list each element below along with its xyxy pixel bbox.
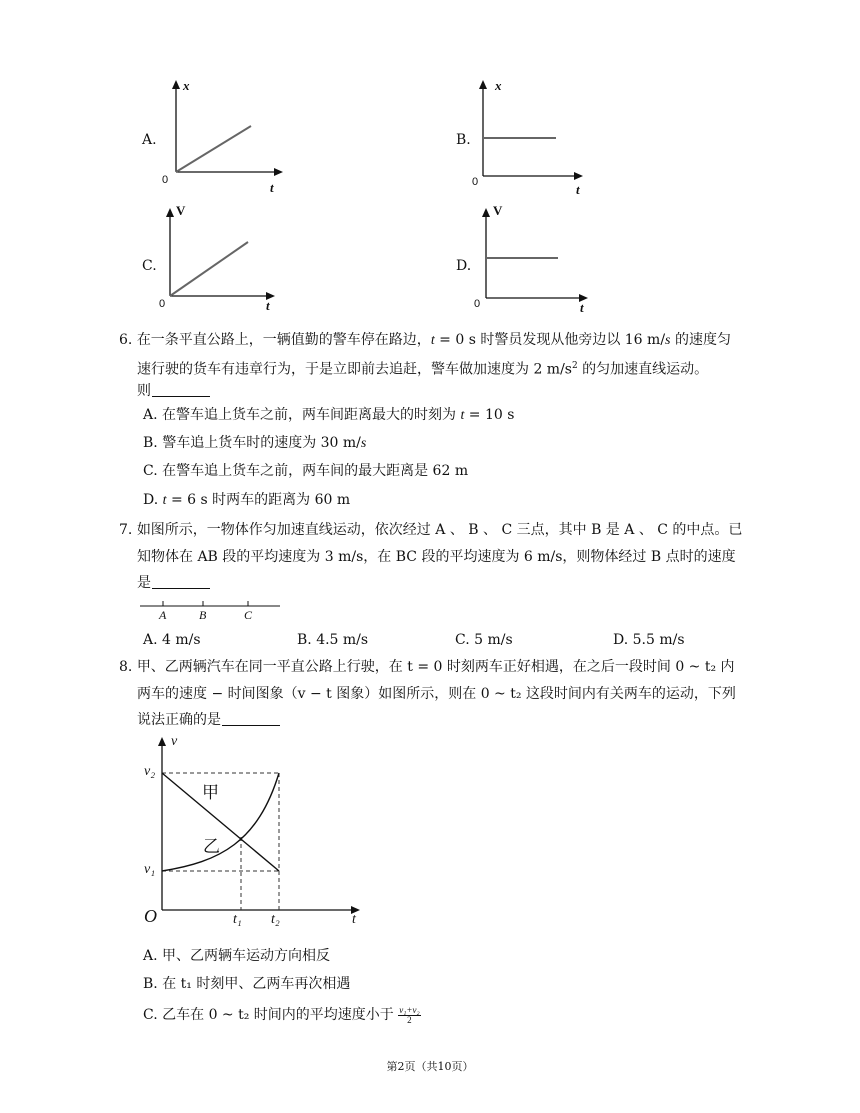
point-c-label: C — [244, 608, 253, 622]
q6-option-c: C. 在警车追上货车之前，两车间的最大距离是 62 m — [143, 463, 469, 479]
vt-curve-jia-label: 甲 — [202, 783, 219, 803]
graph-b-letter: B. — [456, 132, 471, 148]
q8-option-c: C. 乙车在 0 ~ t₂ 时间内的平均速度小于 $\frac{\text{v₁+v₂}}{2}$ — [143, 1004, 420, 1025]
q7-line-2: 知物体在 AB 段的平均速度为 3 m/s，在 BC 段的平均速度为 6 m/s，则物体经过 B 点时的速度 — [137, 549, 736, 565]
q7-line-3: 是 — [137, 573, 210, 593]
q6-option-a: A. 在警车追上货车之前，两车间距离最大的时刻为 t = 10 s — [143, 407, 515, 423]
q7-number: 7. — [119, 522, 133, 538]
graph-d-x-label: t — [580, 300, 584, 315]
q6-number: 6. — [119, 332, 133, 348]
q6-line-3: 则 — [137, 381, 210, 401]
answer-blank — [222, 711, 280, 726]
vt-y-axis-label: v — [171, 734, 178, 749]
graph-b-origin: 0 — [472, 176, 479, 188]
q8-number: 8. — [119, 659, 133, 675]
graph-a — [155, 70, 285, 200]
vt-v1-label: v₁ — [144, 862, 156, 877]
q8-option-a: A. 甲、乙两辆车运动方向相反 — [143, 948, 331, 964]
vt-v2-label: v₂ — [144, 764, 156, 779]
graph-c-x-label: t — [266, 298, 270, 313]
graph-a-x-label: t — [270, 180, 274, 195]
page-footer: 第2页（共10页） — [386, 1060, 474, 1073]
q7-option-a: A. 4 m/s — [143, 632, 201, 648]
graph-d-y-label: V — [493, 203, 503, 218]
q6-line-2: 速行驶的货车有违章行为，于是立即前去追赶，警车做加速度为 2 $m/s^2$ 的匀加速直线运动。 — [137, 361, 709, 378]
q8-option-b: B. 在 t₁ 时刻甲、乙两车再次相遇 — [143, 976, 351, 992]
vt-curve-yi-label: 乙 — [203, 837, 220, 857]
vt-x-axis-label: t — [352, 912, 356, 927]
graph-d — [466, 200, 596, 310]
q8-vt-graph — [140, 732, 370, 937]
graph-c-y-label: V — [176, 203, 186, 218]
point-b-label: B — [199, 608, 207, 622]
q8-line-1: 8. 甲、乙两辆汽车在同一平直公路上行驶，在 t = 0 时刻两车正好相遇，在之后一段时间 0 ~ t₂ 内 — [119, 659, 735, 675]
graph-b-x-label: t — [576, 182, 580, 197]
vt-t2-label: t₂ — [271, 912, 280, 927]
fraction: $\frac{\text{v₁+v₂}}{2}$ — [399, 1004, 420, 1025]
q6-option-d: D. t = 6 s 时两车的距离为 60 m — [143, 492, 351, 508]
q7-option-d: D. 5.5 m/s — [613, 632, 685, 648]
graph-d-letter: D. — [456, 258, 472, 274]
graph-d-origin: 0 — [474, 298, 481, 310]
q8-line-2: 两车的速度 − 时间图象（v − t 图象）如图所示，则在 0 ~ t₂ 这段时间内有关两车的运动，下列 — [137, 686, 736, 702]
q7-abc-diagram — [140, 598, 285, 624]
answer-blank — [152, 382, 210, 397]
graph-a-origin: 0 — [162, 174, 169, 186]
graph-b — [463, 70, 593, 200]
q7-option-b: B. 4.5 m/s — [297, 632, 369, 648]
q7-line-1: 7. 如图所示，一物体作匀加速直线运动，依次经过 A 、 B 、 C 三点，其中 B 是 A 、 C 的中点。已 — [119, 522, 743, 538]
vt-t1-label: t₁ — [233, 912, 242, 927]
graph-c-origin: 0 — [159, 298, 166, 310]
q6-option-b: B. 警车追上货车时的速度为 30 m/s — [143, 435, 367, 451]
graph-c — [150, 200, 280, 310]
point-a-label: A — [159, 608, 167, 622]
q6-line-1: 6. 在一条平直公路上，一辆值勤的警车停在路边，t = 0 s 时警员发现从他旁边以 16 m/s 的速度匀 — [119, 332, 731, 348]
graph-options-block — [0, 70, 860, 320]
graph-c-letter: C. — [142, 258, 157, 274]
q7-option-c: C. 5 m/s — [455, 632, 513, 648]
graph-a-letter: A. — [142, 132, 157, 148]
vt-origin-label: O — [144, 906, 157, 926]
q8-line-3: 说法正确的是 — [137, 710, 280, 730]
graph-b-y-label: x — [495, 78, 502, 93]
answer-blank — [152, 574, 210, 589]
graph-a-y-label: x — [183, 78, 190, 93]
